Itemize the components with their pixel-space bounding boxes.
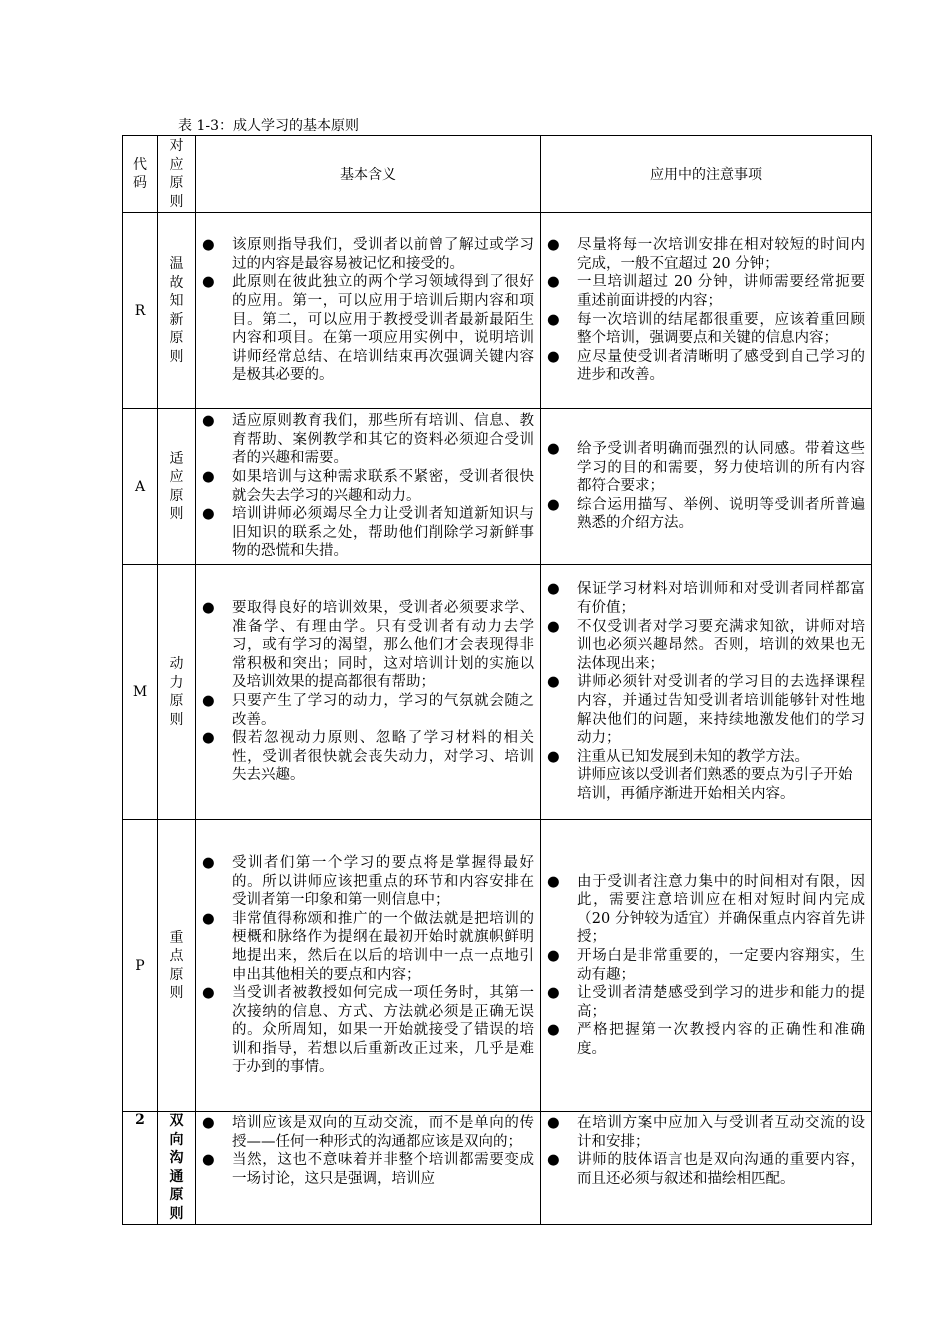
principle-name: 温故知新原则 xyxy=(158,213,196,409)
list-item: ● 给予受训者明确而强烈的认同感。带着这些学习的目的和需要，努力使培训的所有内容都符合要求； xyxy=(547,441,865,495)
bullet-icon: ● xyxy=(547,237,560,254)
bullet-icon: ● xyxy=(547,348,560,365)
list-item: ● 当然，这也不意味着并非整个培训都需要变成一场讨论，这只是强调，培训应 xyxy=(202,1152,534,1187)
principle-name: 适应原则 xyxy=(158,409,196,565)
table-row xyxy=(123,1112,872,1225)
bullet-icon: ● xyxy=(547,674,560,691)
list-item: ● 非常值得称颂和推广的一个做法就是把培训的梗概和脉络作为提纲在最初开始时就旗帜鲜明地提出来，然后在以后的培训中一点一点地引申出其他相关的要点和内容； xyxy=(202,910,534,983)
table-row xyxy=(123,409,872,565)
list-item: ● 要取得良好的培训效果，受训者必须要求学、准备学、有理由学。只有受训者有动力去学习，或有学习的渴望，那么他们才会表现得非常积极和突出；同时，这对培训计划的实施以及培训效果的提高都很有帮助； xyxy=(202,600,534,691)
list-item: ● 该原则指导我们，受训者以前曾了解过或学习过的内容是最容易被记忆和接受的。 xyxy=(202,237,534,272)
bullet-icon: ● xyxy=(547,748,560,765)
meaning-cell xyxy=(196,820,541,1112)
list-item: ● 受训者们第一个学习的要点将是掌握得最好的。所以讲师应该把重点的环节和内容安排在受训者第一印象和第一则信息中； xyxy=(202,854,534,909)
principle-code: R xyxy=(123,213,158,409)
bullet-icon: ● xyxy=(202,413,215,430)
bullet-icon: ● xyxy=(202,600,215,617)
bullet-icon: ● xyxy=(547,947,560,964)
list-item: ● 适应原则教育我们，那些所有培训、信息、教育帮助、案例教学和其它的资料必须迎合受训者的兴趣和需要。 xyxy=(202,413,534,467)
principle-code: P xyxy=(123,820,158,1112)
bullet-icon: ● xyxy=(202,1115,215,1131)
table-row xyxy=(123,213,872,409)
list-item: ● 一旦培训超过 20 分钟，讲师需要经常扼要重述前面讲授的内容； xyxy=(547,274,865,309)
list-item: ● 培训应该是双向的互动交流，而不是单向的传授——任何一种形式的沟通都应该是双向的； xyxy=(202,1115,534,1150)
list-item: ● 不仅受训者对学习要充满求知欲，讲师对培训也必须兴趣昂然。否则，培训的效果也无法体现出来； xyxy=(547,618,865,672)
notes-cell xyxy=(541,565,872,820)
bullet-icon: ● xyxy=(547,274,560,291)
notes-cell xyxy=(541,1112,872,1225)
principle-code: 2 xyxy=(123,1112,158,1225)
list-item: ● 讲师的肢体语言也是双向沟通的重要内容，而且还必须与叙述和描绘相匹配。 xyxy=(547,1152,865,1187)
principle-code: M xyxy=(123,565,158,820)
list-item: ● 如果培训与这种需求联系不紧密，受训者很快就会失去学习的兴趣和动力。 xyxy=(202,468,534,504)
list-item: ● 让受训者清楚感受到学习的进步和能力的提高； xyxy=(547,985,865,1020)
bullet-icon: ● xyxy=(202,506,215,523)
bullet-icon: ● xyxy=(547,581,560,598)
notes-cell xyxy=(541,820,872,1112)
bullet-icon: ● xyxy=(202,854,215,871)
header-code: 代码 xyxy=(123,136,158,213)
notes-cell xyxy=(541,213,872,409)
bullet-icon: ● xyxy=(202,693,215,709)
list-item: ● 每一次培训的结尾都很重要，应该着重回顾整个培训，强调要点和关键的信息内容； xyxy=(547,311,865,347)
bullet-icon: ● xyxy=(547,618,560,635)
bullet-icon: ● xyxy=(547,985,560,1002)
table-row xyxy=(123,565,872,820)
bullet-icon: ● xyxy=(202,468,215,485)
list-item: ● 讲师必须针对受训者的学习目的去选择课程内容，并通过告知受训者培训能够针对性地解决他们的问题，来持续地激发他们的学习动力； xyxy=(547,674,865,747)
bullet-list xyxy=(541,1114,871,1188)
bullet-list xyxy=(541,580,871,766)
bullet-icon: ● xyxy=(202,1152,215,1169)
table-caption: 表 1-3：成人学习的基本原则 xyxy=(178,118,359,134)
bullet-icon: ● xyxy=(547,311,560,328)
bullet-icon: ● xyxy=(202,985,215,1002)
list-item: ● 当受训者被教授如何完成一项任务时，其第一次接纳的信息、方式、方法就必须是正确无误的。众所周知，如果一开始就接受了错误的培训和指导，若想以后重新改正过来，几乎是难于办到的事情。 xyxy=(202,985,534,1076)
list-item: ● 此原则在彼此独立的两个学习领域得到了很好的应用。第一，可以应用于培训后期内容和项目。第二，可以应用于教授受训者最新最陌生内容和项目。在第一项应用实例中，说明培训讲师经常总结、在培训结束再次强调关键内容是极其必要的。 xyxy=(202,274,534,384)
meaning-cell xyxy=(196,565,541,820)
bullet-icon: ● xyxy=(547,1022,560,1039)
meaning-cell xyxy=(196,213,541,409)
bullet-icon: ● xyxy=(547,496,560,513)
principle-code: A xyxy=(123,409,158,565)
meaning-cell xyxy=(196,1112,541,1225)
table-row xyxy=(123,820,872,1112)
list-item: ● 综合运用描写、举例、说明等受训者所普遍熟悉的介绍方法。 xyxy=(547,496,865,532)
bullet-list xyxy=(541,440,871,533)
bullet-list xyxy=(196,236,540,385)
principle-name: 重点原则 xyxy=(158,820,196,1112)
list-item: ● 在培训方案中应加入与受训者互动交流的设计和安排； xyxy=(547,1115,865,1150)
list-item: ● 保证学习材料对培训师和对受训者同样都富有价值； xyxy=(547,581,865,617)
list-item: ● 应尽量使受训者清晰明了感受到自己学习的进步和改善。 xyxy=(547,348,865,384)
principle-name: 动力原则 xyxy=(158,565,196,820)
bullet-icon: ● xyxy=(547,873,560,890)
bullet-icon: ● xyxy=(202,274,215,291)
bullet-icon: ● xyxy=(547,441,560,458)
list-item: ● 严格把握第一次教授内容的正确性和准确度。 xyxy=(547,1022,865,1057)
bullet-icon: ● xyxy=(547,1115,560,1131)
header-meaning: 基本含义 xyxy=(196,136,541,213)
list-item: ● 开场白是非常重要的，一定要内容翔实，生动有趣； xyxy=(547,947,865,983)
header-principle: 对应原则 xyxy=(158,136,196,213)
bullet-list xyxy=(196,599,540,785)
notes-cell xyxy=(541,409,872,565)
list-item: ● 尽量将每一次培训安排在相对较短的时间内完成，一般不宜超过 20 分钟； xyxy=(547,237,865,272)
notes-continuation: 讲师应该以受训者们熟悉的要点为引子开始培训，再循序渐进开始相关内容。 xyxy=(577,767,853,802)
table-header-row xyxy=(123,136,872,213)
bullet-icon: ● xyxy=(202,730,215,747)
principles-table xyxy=(122,135,872,1225)
list-item: ● 由于受训者注意力集中的时间相对有限，因此，需要注意培训应在相对短时间内完成（20 分钟较为适宜）并确保重点内容首先讲授； xyxy=(547,873,865,946)
meaning-cell xyxy=(196,409,541,565)
bullet-list xyxy=(196,412,540,561)
list-item: ● 只要产生了学习的动力，学习的气氛就会随之改善。 xyxy=(202,693,534,728)
list-item: ● 培训讲师必须竭尽全力让受训者知道新知识与旧知识的联系之处，帮助他们削除学习新鲜事物的恐慌和失措。 xyxy=(202,506,534,560)
list-item: ● 注重从已知发展到未知的教学方法。 xyxy=(547,748,809,765)
list-item: ● 假若忽视动力原则、忽略了学习材料的相关性，受训者很快就会丧失动力，对学习、培训失去兴趣。 xyxy=(202,730,534,784)
bullet-icon: ● xyxy=(547,1152,560,1169)
bullet-list xyxy=(541,236,871,385)
header-notes: 应用中的注意事项 xyxy=(541,136,872,213)
bullet-list xyxy=(196,1114,540,1188)
bullet-icon: ● xyxy=(202,237,215,254)
bullet-list xyxy=(196,854,540,1077)
principle-name: 双向沟通原则 xyxy=(158,1112,196,1225)
bullet-list xyxy=(541,873,871,1059)
bullet-icon: ● xyxy=(202,910,215,927)
